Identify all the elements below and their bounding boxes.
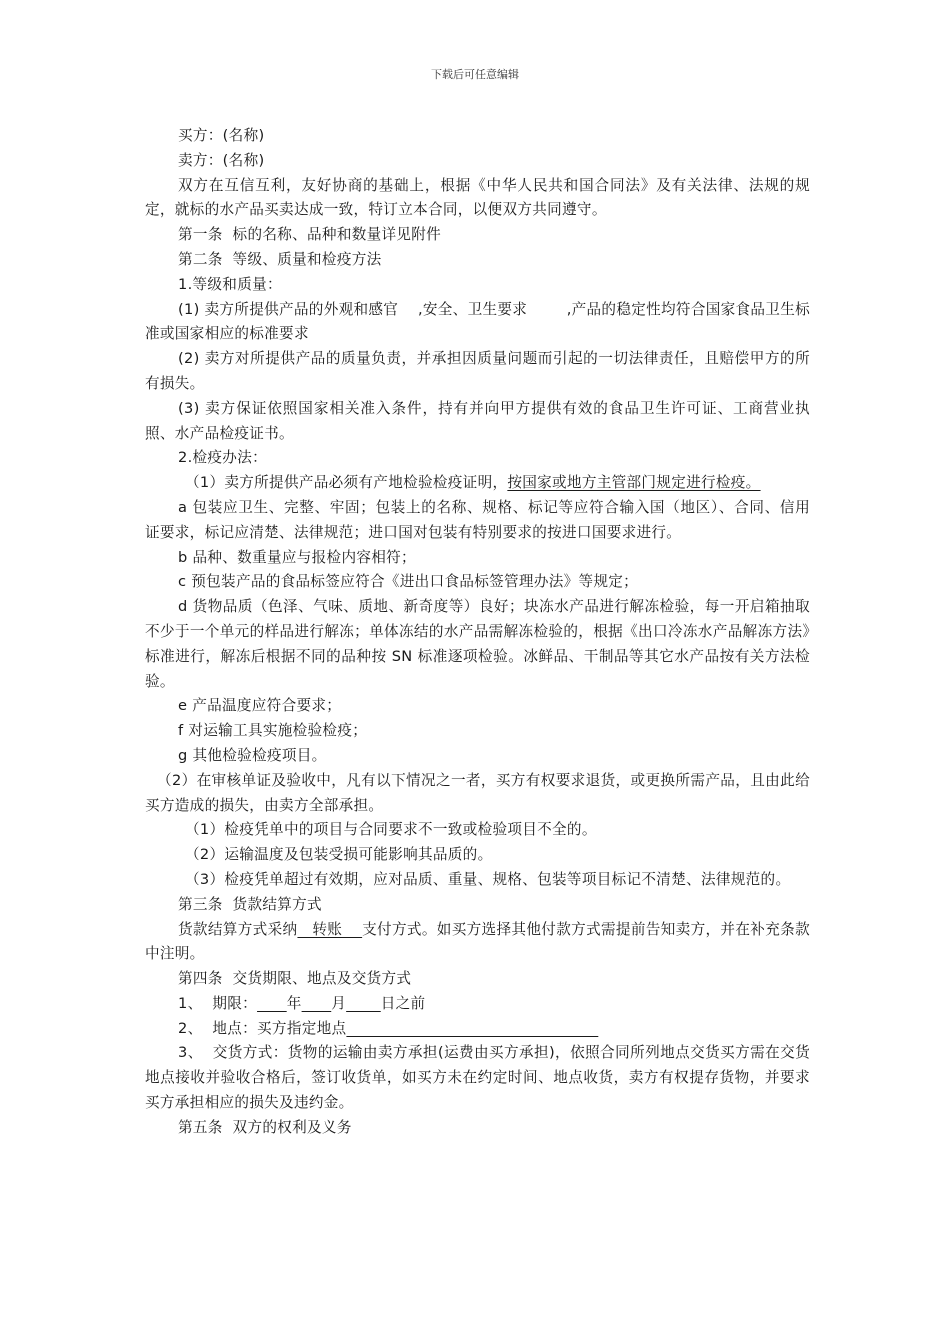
item-f: f 对运输工具实施检验检疫； (178, 722, 368, 740)
payment-method-blank: 转账 (297, 920, 363, 938)
return-case-2: （2）运输温度及包装受损可能影响其品质的。 (185, 846, 493, 864)
day-label: 日之前 (380, 994, 426, 1012)
day-blank (346, 995, 381, 1012)
payment-paragraph (145, 918, 810, 968)
quarantine-clause-1-text: （1）卖方所提供产品必须有产地检验检疫证明， (185, 474, 508, 492)
payment-text-after: 支付方式。如买方选择其他付款方式需提前告知卖方，并在补充条款中注明。 (145, 920, 810, 963)
return-case-3: （3）检疫凭单超过有效期，应对品质、重量、规格、包装等项目标记不清楚、法律规范的。 (185, 870, 791, 888)
delivery-deadline (145, 992, 810, 1017)
item-e: e 产品温度应符合要求； (178, 697, 342, 715)
quarantine-clause-1 (145, 471, 810, 496)
month-label: 月 (331, 994, 347, 1012)
article-2-heading: 第二条 等级、质量和检疫方法 (178, 250, 382, 268)
quality-clause-1: (1) 卖方所提供产品的外观和感官 ,安全、卫生要求 ,产品的稳定性均符合国家食品卫生标准或国家相应的标准要求 (145, 300, 810, 343)
seller-line: 卖方：(名称) (178, 151, 265, 169)
item-c: c 预包装产品的食品标签应符合《进出口食品标签管理办法》等规定； (178, 573, 639, 591)
month-blank (302, 995, 332, 1012)
article-3-heading: 第三条 货款结算方式 (178, 895, 322, 913)
intro-paragraph: 双方在互信互利，友好协商的基础上，根据《中华人民共和国合同法》及有关法律、法规的规定，就标的水产品买卖达成一致，特订立本合同，以便双方共同遵守。 (145, 176, 810, 219)
article-1-heading: 第一条 标的名称、品种和数量详见附件 (178, 226, 442, 244)
deadline-label: 1、 期限： (178, 994, 258, 1012)
place-blank (346, 1020, 598, 1037)
item-d: d 货物品质（色泽、气味、质地、新奇度等）良好；块冻水产品进行解冻检验，每一开启箱抽取不少于一个单元的样品进行解冻；单体冻结的水产品需解冻检验的，根据《出口冷冻水产品解冻方法》标准进行，解冻后根据不同的品种按 SN 标准逐项检验。冰鲜品、干制品等其它水产品按有关方法检验。 (145, 598, 810, 690)
quarantine-clause-1-underlined: 按国家或地方主管部门规定进行检疫。 (507, 474, 761, 492)
place-label: 2、 地点：买方指定地点 (178, 1019, 347, 1037)
article-4-heading: 第四条 交货期限、地点及交货方式 (178, 970, 412, 988)
quarantine-clause-2: （2）在审核单证及验收中，凡有以下情况之一者，买方有权要求退货，或更换所需产品，且由此给买方造成的损失，由卖方全部承担。 (145, 771, 810, 814)
article-5-heading: 第五条 双方的权利及义务 (178, 1118, 352, 1136)
year-blank (257, 995, 287, 1012)
contract-body (145, 124, 810, 1141)
section-quarantine: 2.检疫办法： (178, 449, 267, 467)
section-grade-quality: 1.等级和质量： (178, 275, 282, 293)
return-case-1: （1）检疫凭单中的项目与合同要求不一致或检验项目不全的。 (185, 821, 597, 839)
delivery-method: 3、 交货方式：货物的运输由卖方承担(运费由买方承担)，依照合同所列地点交货买方需在交货地点接收并验收合格后，签订收货单，如买方未在约定时间、地点收货，卖方有权提存货物，并要求买方承担相应的损失及违约金。 (145, 1044, 810, 1112)
item-g: g 其他检验检疫项目。 (178, 746, 327, 764)
page-header: 下载后可任意编辑 (431, 68, 519, 81)
buyer-line: 买方：(名称) (178, 127, 265, 144)
quality-clause-2: (2) 卖方对所提供产品的质量负责，并承担因质量问题而引起的一切法律责任，且赔偿甲方的所有损失。 (145, 350, 810, 392)
delivery-place (145, 1017, 810, 1042)
item-b: b 品种、数重量应与报检内容相符； (178, 548, 416, 566)
quality-clause-3: (3) 卖方保证依照国家相关准入条件，持有并向甲方提供有效的食品卫生许可证、工商营业执照、水产品检疫证书。 (145, 399, 810, 442)
payment-text-before: 货款结算方式采纳 (178, 920, 298, 938)
year-label: 年 (286, 994, 302, 1012)
item-a: a 包装应卫生、完整、牢固；包装上的名称、规格、标记等应符合输入国（地区）、合同、信用证要求，标记应清楚、法律规范；进口国对包装有特别要求的按进口国要求进行。 (145, 498, 810, 541)
